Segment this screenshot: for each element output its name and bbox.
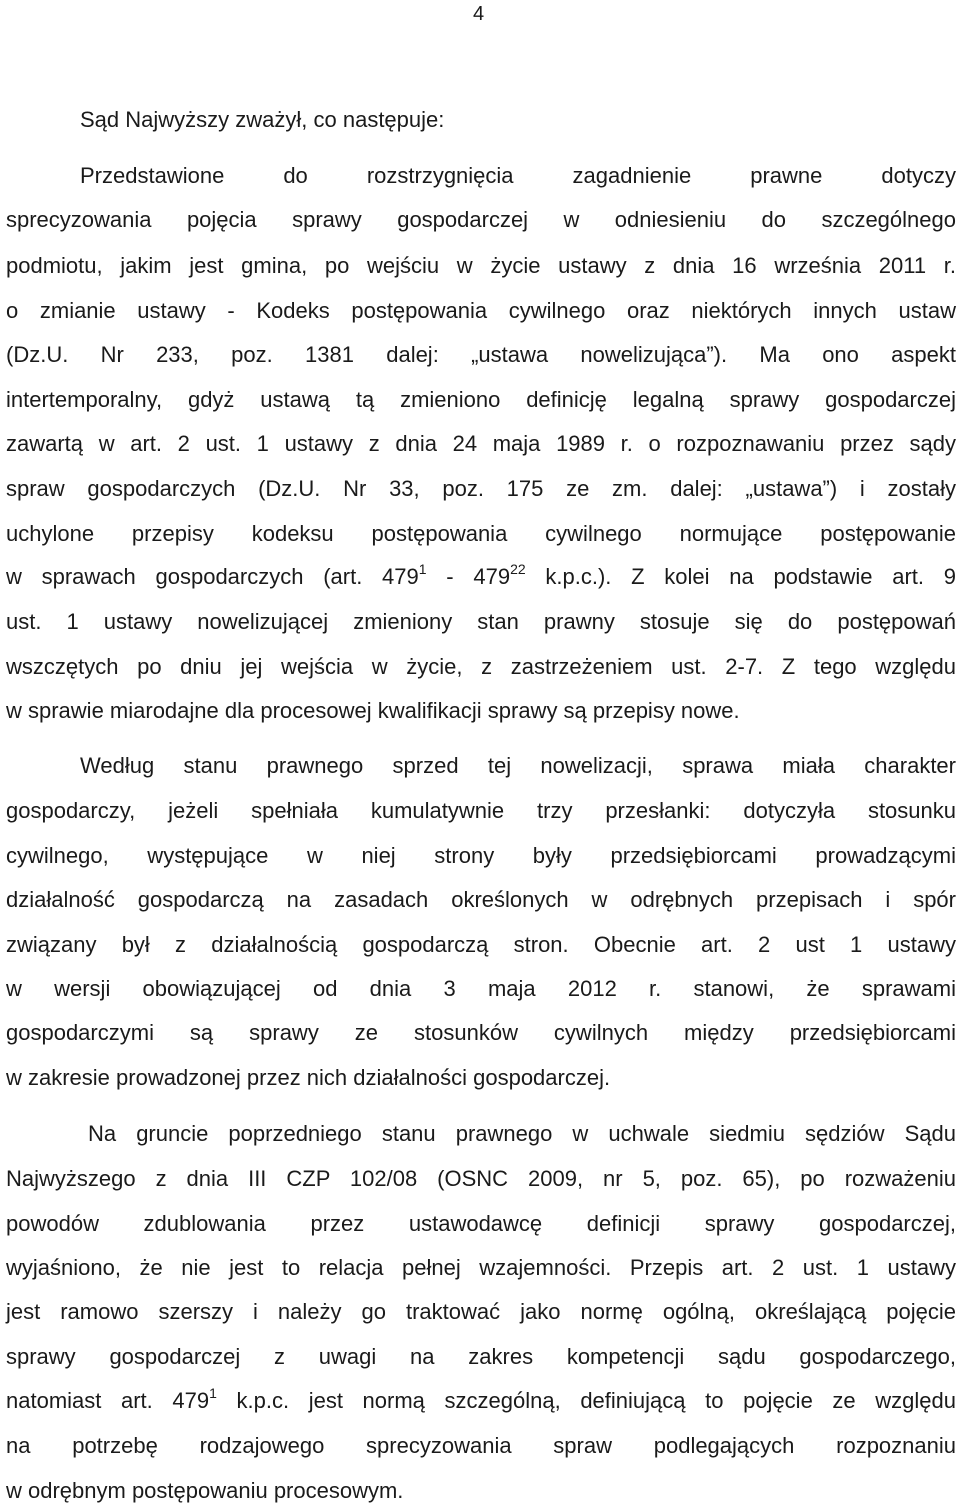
paragraph-line: sprecyzowania pojęcia sprawy gospodarczej w odniesieniu do szczególnego [6, 207, 956, 232]
paragraph-line: w sprawie miarodajne dla procesowej kwalifikacji sprawy są przepisy nowe. [6, 698, 740, 723]
paragraph-line: w sprawach gospodarczych (art. $479^1 - 479^{22}$ k.p.c.). Z kolei na podstawie art. 9 [6, 561, 956, 589]
paragraph-line: wszczętych po dniu jej wejścia w życie, z zastrzeżeniem ust. 2-7. Z tego względu [6, 654, 956, 679]
paragraph-line: spraw gospodarczych (Dz.U. Nr 33, poz. 175 ze zm. dalej: „ustawa”) i zostały [6, 476, 956, 501]
paragraph-line: cywilnego, występujące w niej strony były przedsiębiorcami prowadzącymi [6, 843, 956, 868]
superscript: 22 [510, 561, 526, 577]
paragraph-line: sprawy gospodarczej z uwagi na zakres kompetencji sądu gospodarczego, [6, 1344, 956, 1369]
superscript: 1 [418, 561, 427, 577]
section-heading: Sąd Najwyższy zważył, co następuje: [80, 107, 445, 132]
paragraph-line: intertemporalny, gdyż ustawą tą zmieniono definicję legalną sprawy gospodarczej [6, 387, 956, 412]
paragraph-line: Przedstawione do rozstrzygnięcia zagadnienie prawne dotyczy [80, 163, 956, 188]
paragraph-line: zawartą w art. 2 ust. 1 ustawy z dnia 24 maja 1989 r. o rozpoznawaniu przez sądy [6, 431, 956, 456]
paragraph-line: działalność gospodarczą na zasadach określonych w odrębnych przepisach i spór [6, 887, 956, 912]
paragraph-line: ust. 1 ustawy nowelizującej zmieniony stan prawny stosuje się do postępowań [6, 609, 956, 634]
paragraph-line: jest ramowo szerszy i należy go traktować jako normę ogólną, określającą pojęcie [6, 1299, 956, 1324]
paragraph-line: powodów zdublowania przez ustawodawcę definicji sprawy gospodarczej, [6, 1211, 956, 1236]
paragraph-line: na potrzebę rodzajowego sprecyzowania spraw podlegających rozpoznaniu [6, 1433, 956, 1458]
paragraph-line: w odrębnym postępowaniu procesowym. [6, 1478, 404, 1503]
paragraph-line: o zmianie ustawy - Kodeks postępowania cywilnego oraz niektórych innych ustaw [6, 298, 956, 323]
paragraph-line: Najwyższego z dnia III CZP 102/08 (OSNC 2009, nr 5, poz. 65), po rozważeniu [6, 1166, 956, 1191]
paragraph-line: wyjaśniono, że nie jest to relacja pełnej wzajemności. Przepis art. 2 ust. 1 ustawy [6, 1255, 956, 1280]
paragraph-line: związany był z działalnością gospodarczą stron. Obecnie art. 2 ust 1 ustawy [6, 932, 956, 957]
paragraph-line: gospodarczy, jeżeli spełniała kumulatywnie trzy przesłanki: dotyczyła stosunku [6, 798, 956, 823]
paragraph-line: podmiotu, jakim jest gmina, po wejściu w życie ustawy z dnia 16 września 2011 r. [6, 253, 956, 278]
paragraph-line: gospodarczymi są sprawy ze stosunków cywilnych między przedsiębiorcami [6, 1020, 956, 1045]
paragraph-line: Na gruncie poprzedniego stanu prawnego w uchwale siedmiu sędziów Sądu [88, 1121, 956, 1146]
paragraph-line: w zakresie prowadzonej przez nich działalności gospodarczej. [6, 1065, 611, 1090]
page-number: 4 [473, 3, 485, 25]
paragraph-line: uchylone przepisy kodeksu postępowania cywilnego normujące postępowanie [6, 521, 956, 546]
paragraph-line: (Dz.U. Nr 233, poz. 1381 dalej: „ustawa nowelizująca”). Ma ono aspekt [6, 342, 956, 367]
paragraph-line: w wersji obowiązującej od dnia 3 maja 2012 r. stanowi, że sprawami [6, 976, 956, 1001]
paragraph-line: natomiast art. $479^1$ k.p.c. jest normą szczególną, definiującą to pojęcie ze względu [6, 1385, 956, 1413]
superscript: 1 [209, 1385, 217, 1401]
paragraph-line: Według stanu prawnego sprzed tej nowelizacji, sprawa miała charakter [80, 753, 956, 778]
